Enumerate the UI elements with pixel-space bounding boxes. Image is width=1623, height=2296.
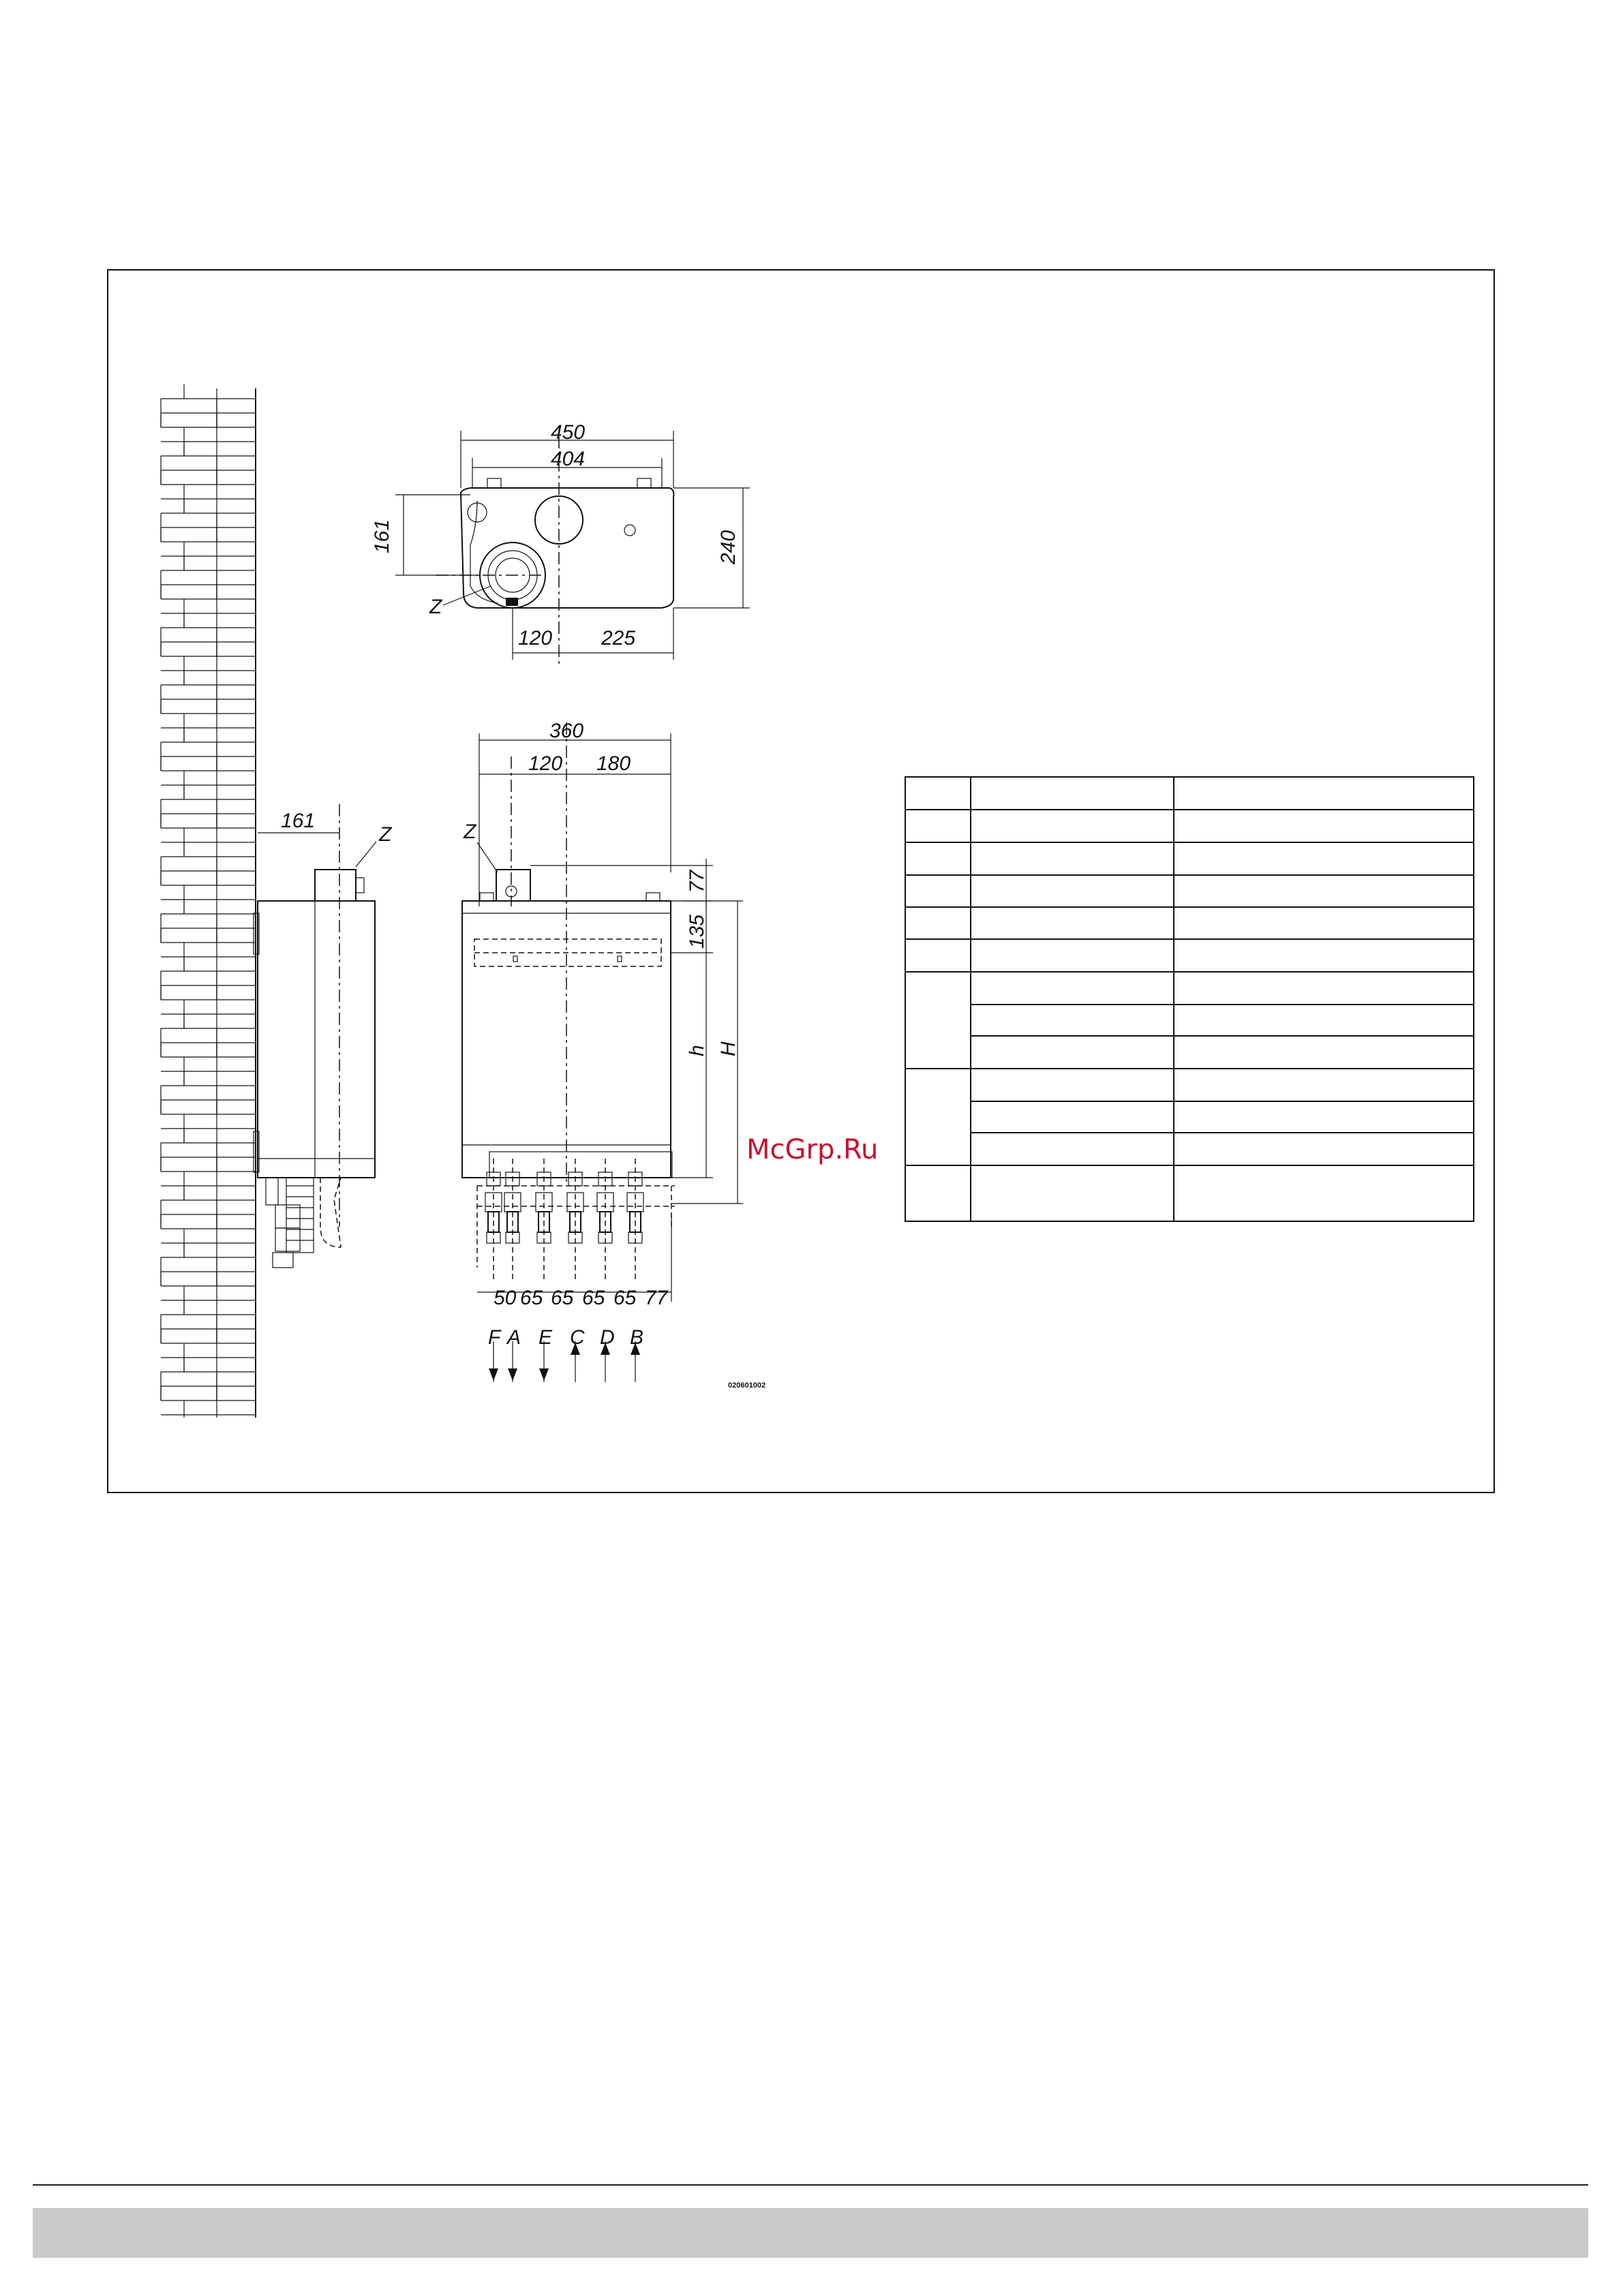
dim-77-top: 77 bbox=[686, 870, 708, 893]
front-view bbox=[462, 720, 765, 1390]
dim-450: 450 bbox=[551, 421, 586, 444]
dim-120-front: 120 bbox=[528, 752, 563, 775]
boiler-side-body bbox=[258, 901, 375, 1178]
dim-120-top: 120 bbox=[518, 627, 553, 649]
drawing-frame bbox=[108, 270, 1494, 1493]
connection-label-b: B bbox=[630, 1326, 644, 1349]
bottom-spacing-label: 65 bbox=[551, 1287, 574, 1309]
bottom-spacing-label: 77 bbox=[645, 1287, 668, 1309]
dim-360: 360 bbox=[549, 720, 584, 742]
bottom-spacing-label: 50 bbox=[494, 1287, 517, 1309]
label-z-side: Z bbox=[379, 823, 392, 846]
brick-wall bbox=[161, 384, 256, 1418]
dim-h: h bbox=[686, 1045, 708, 1056]
connection-label-e: E bbox=[539, 1326, 553, 1349]
dim-180-front: 180 bbox=[596, 752, 631, 775]
dim-161-side: 161 bbox=[281, 810, 316, 832]
footer-bar bbox=[33, 2208, 1588, 2258]
dim-H: H bbox=[717, 1041, 740, 1056]
top-view bbox=[371, 421, 750, 668]
spec-table bbox=[905, 777, 1474, 1221]
label-z-top: Z bbox=[429, 596, 442, 618]
side-flue bbox=[315, 870, 356, 901]
dim-161-top: 161 bbox=[371, 519, 393, 553]
bottom-spacing-label: 65 bbox=[582, 1287, 605, 1309]
connection-label-f: F bbox=[488, 1326, 501, 1349]
dim-404: 404 bbox=[551, 448, 586, 470]
connection-label-c: C bbox=[570, 1326, 585, 1349]
connection-label-a: A bbox=[507, 1326, 521, 1349]
label-z-front: Z bbox=[464, 821, 476, 843]
dim-225-top: 225 bbox=[601, 627, 636, 649]
connection-label-d: D bbox=[600, 1326, 615, 1349]
bottom-spacing-label: 65 bbox=[520, 1287, 543, 1309]
dim-240: 240 bbox=[717, 530, 740, 564]
drawing-code: 020601002 bbox=[728, 1381, 766, 1390]
bottom-spacing-label: 65 bbox=[613, 1287, 637, 1309]
dim-135: 135 bbox=[686, 914, 708, 949]
watermark: McGrp.Ru bbox=[746, 1134, 879, 1165]
side-view bbox=[254, 804, 393, 1268]
footer-rule bbox=[33, 2184, 1588, 2186]
